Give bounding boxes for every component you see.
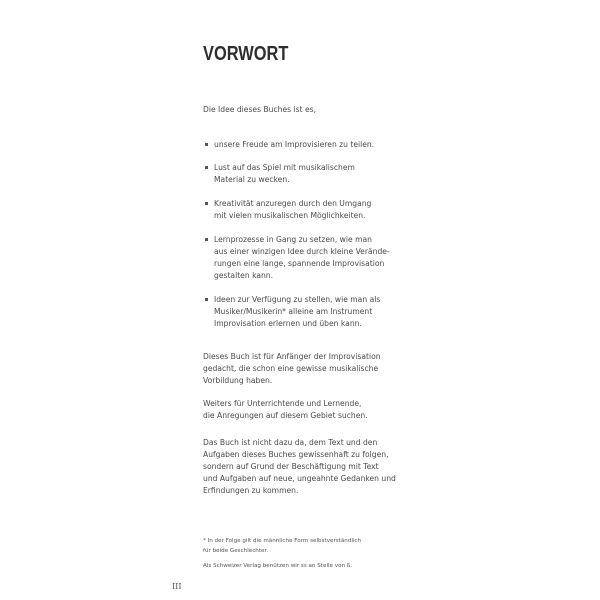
paragraph bbox=[203, 351, 381, 387]
paragraph-line: Erfindungen zu kommen. bbox=[203, 486, 299, 495]
paragraph-line: Das Buch ist nicht dazu da, dem Text und den bbox=[203, 438, 378, 447]
footnote-line: für beide Geschlechter. bbox=[203, 548, 269, 554]
bullet-line: Lust auf das Spiel mit musikalischem bbox=[214, 163, 355, 172]
bullet-line: rungen eine lange, spannende Improvisation bbox=[214, 259, 385, 268]
bullet-square-icon bbox=[205, 143, 208, 146]
paragraph-line: Weiters für Unterrichtende und Lernende, bbox=[203, 399, 362, 408]
bullet-line: Musiker/Musikerin* alleine am Instrument bbox=[214, 307, 373, 316]
bullet-line: aus einer winzigen Idee durch kleine Verände- bbox=[214, 247, 390, 256]
bullet-line: Lernprozesse in Gang zu setzen, wie man bbox=[214, 235, 372, 244]
page-title: VORWORT bbox=[203, 43, 289, 65]
paragraph-line: die Anregungen auf diesem Gebiet suchen. bbox=[203, 411, 368, 420]
bullet-square-icon bbox=[205, 166, 208, 169]
intro-text: Die Idee dieses Buches ist es, bbox=[203, 105, 317, 114]
bullet-square-icon bbox=[205, 238, 208, 241]
bullet-line: Kreativität anzuregen durch den Umgang bbox=[214, 199, 372, 208]
paragraph-line: Aufgaben dieses Buches gewissenhaft zu folgen, bbox=[203, 450, 389, 459]
footnote bbox=[203, 561, 352, 571]
paragraph-line: Vorbildung haben. bbox=[203, 376, 273, 385]
footnote-line: * In der Folge gilt die männliche Form selbstverständlich bbox=[203, 538, 362, 544]
bullet-line: unsere Freude am Improvisieren zu teilen. bbox=[214, 140, 375, 149]
paragraph bbox=[203, 398, 368, 422]
paragraph-line: gedacht, die schon eine gewisse musikalische bbox=[203, 364, 379, 373]
bullet-line: gestalten kann. bbox=[214, 271, 274, 280]
footnote-line: Als Schweizer Verlag benützen wir ss an Stelle von ß. bbox=[203, 563, 353, 569]
paragraph-line: sondern auf Grund der Beschäftigung mit Text bbox=[203, 462, 379, 471]
bullet-square-icon bbox=[205, 202, 208, 205]
bullet-line: mit vielen musikalischen Möglichkeiten. bbox=[214, 211, 366, 220]
bullet-square-icon bbox=[205, 298, 208, 301]
page-number: III bbox=[172, 582, 182, 591]
paragraph-line: Dieses Buch ist für Anfänger der Improvisation bbox=[203, 352, 381, 361]
footnote bbox=[203, 536, 361, 556]
bullet-line: Ideen zur Verfügung zu stellen, wie man als bbox=[214, 295, 381, 304]
paragraph-line: und Aufgaben auf neue, ungeahnte Gedanken und bbox=[203, 474, 396, 483]
paragraph bbox=[203, 437, 396, 497]
bullet-line: Material zu wecken. bbox=[214, 175, 290, 184]
bullet-line: Improvisation erlernen und üben kann. bbox=[214, 319, 362, 328]
